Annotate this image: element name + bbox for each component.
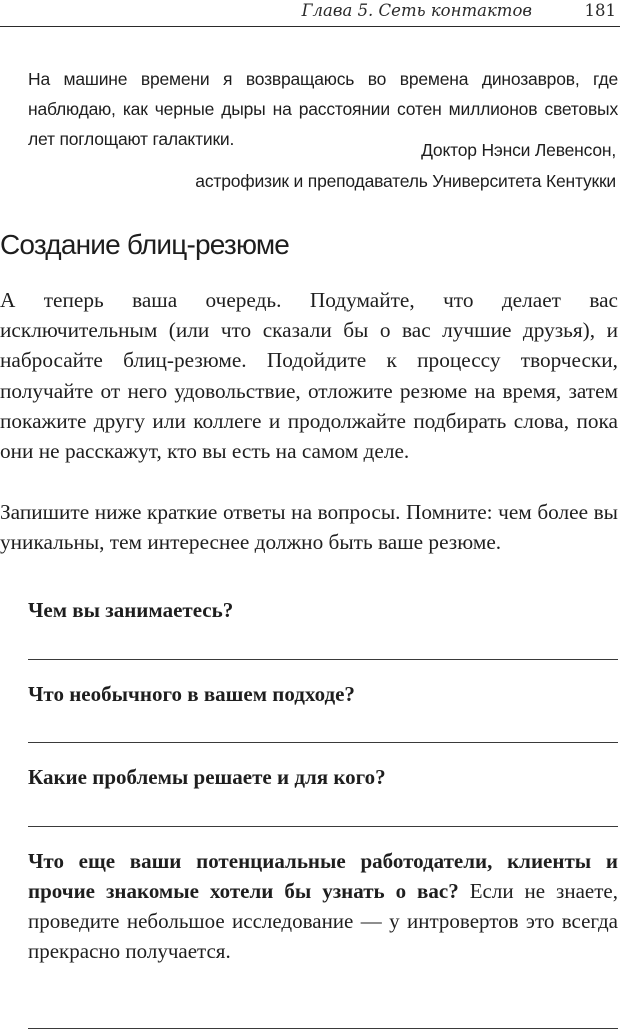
epigraph-attribution <box>195 135 616 197</box>
body-paragraph: А теперь ваша очередь. Подумайте, что делает вас исключительным (или что сказали бы о вас лучшие друзья), и набросайте блиц-резюме. Подойдите к процессу творчески, получайте от него удовольствие, отложите резюме на время, затем покажите другу или коллеге и продолжайте подбирать слова, пока они не расскажут, кто вы есть на самом деле. <box>0 288 618 464</box>
answer-line[interactable] <box>28 1028 618 1029</box>
question-note: Если не знаете, проведите небольшое исследование — у интровертов это всегда прекрасно получается. <box>28 879 618 963</box>
epigraph-quote: На машине времени я возвращаюсь во времена динозавров, где наблюдаю, как черные дыры на расстоянии сотен миллионов световых лет поглощают галактики. <box>28 68 618 149</box>
answer-line[interactable] <box>28 826 618 827</box>
question-label: Что еще ваши потенциальные работодатели, клиенты и прочие знакомые хотели бы узнать о вас? <box>28 849 618 903</box>
page-number: 181 <box>584 1 616 20</box>
body-paragraph: Запишите ниже краткие ответы на вопросы. Помните: чем более вы уникальны, тем интереснее должно быть ваше резюме. <box>0 500 618 555</box>
epigraph-author: Доктор Нэнси Левенсон, <box>421 140 616 160</box>
question-label: Какие проблемы решаете и для кого? <box>28 765 386 789</box>
running-head: Глава 5. Сеть контактов <box>301 1 532 20</box>
answer-line[interactable] <box>28 659 618 660</box>
question-with-note <box>28 846 618 966</box>
question-label: Что необычного в вашем подходе? <box>28 682 355 706</box>
question-label: Чем вы занимаетесь? <box>28 598 234 622</box>
answer-line[interactable] <box>28 742 618 743</box>
epigraph-author-title: астрофизик и преподаватель Университета Кентукки <box>195 171 616 191</box>
page-header <box>0 0 620 27</box>
section-title: Создание блиц-резюме <box>0 229 290 260</box>
